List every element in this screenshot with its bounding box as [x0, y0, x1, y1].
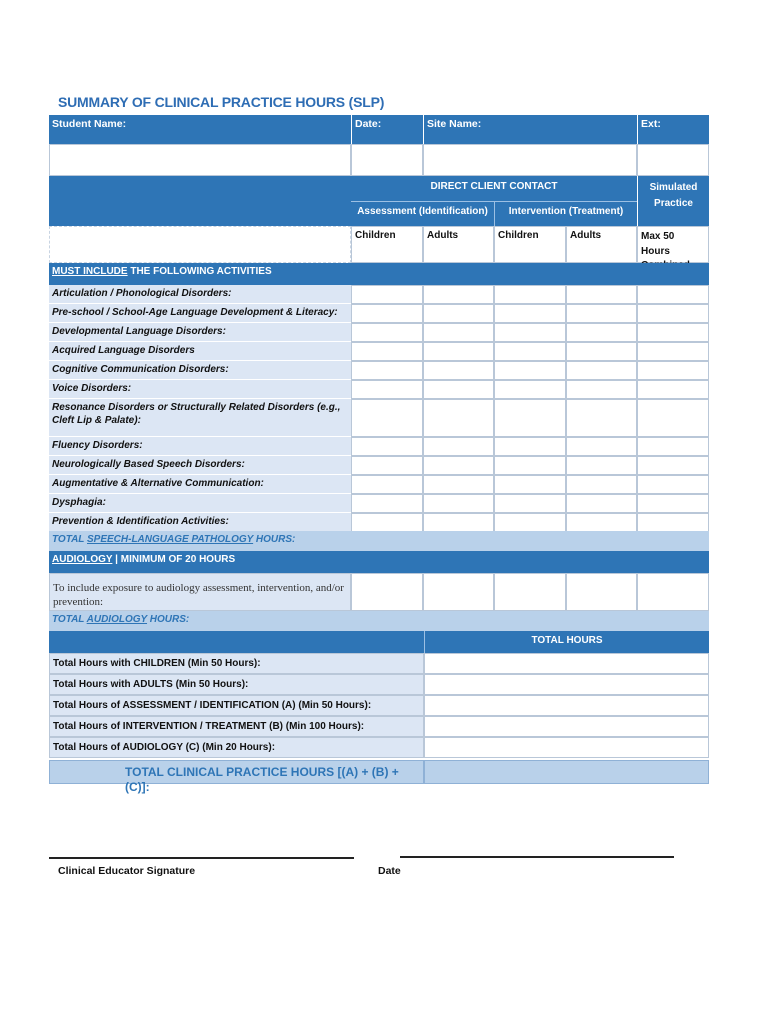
must-include-underlined: MUST INCLUDE	[52, 266, 128, 277]
activity-hours-cell[interactable]	[494, 342, 566, 361]
audiology-adults-assessment-cell[interactable]	[423, 573, 494, 611]
activity-hours-cell[interactable]	[423, 475, 494, 494]
activity-hours-cell[interactable]	[637, 494, 709, 513]
total-audiology-underlined: AUDIOLOGY	[86, 614, 148, 625]
activity-hours-cell[interactable]	[566, 513, 637, 532]
total-slp-underlined: SPEECH-LANGUAGE PATHOLOGY	[87, 534, 254, 545]
activity-hours-cell[interactable]	[423, 513, 494, 532]
intervention-header: Intervention (Treatment)	[494, 201, 637, 226]
summary-row-label: Total Hours of ASSESSMENT / IDENTIFICATION (A) (Min 50 Hours):	[49, 695, 424, 716]
activity-hours-cell[interactable]	[566, 475, 637, 494]
activity-hours-cell[interactable]	[566, 304, 637, 323]
activity-label: Articulation / Phonological Disorders:	[49, 285, 351, 304]
activity-hours-cell[interactable]	[423, 380, 494, 399]
activity-hours-cell[interactable]	[423, 456, 494, 475]
activity-hours-cell[interactable]	[637, 304, 709, 323]
activity-hours-cell[interactable]	[351, 475, 423, 494]
activity-label: Acquired Language Disorders	[49, 342, 351, 361]
activity-hours-cell[interactable]	[351, 304, 423, 323]
summary-row-label: Total Hours of AUDIOLOGY (C) (Min 20 Hours):	[49, 737, 424, 758]
activity-hours-cell[interactable]	[494, 437, 566, 456]
activity-hours-cell[interactable]	[351, 323, 423, 342]
activity-label: Neurologically Based Speech Disorders:	[49, 456, 351, 475]
student-name-field[interactable]	[49, 144, 351, 176]
total-slp-row	[49, 531, 709, 551]
column-header-blank	[49, 176, 351, 226]
activity-hours-cell[interactable]	[423, 361, 494, 380]
activity-hours-cell[interactable]	[637, 342, 709, 361]
must-include-rest: THE FOLLOWING ACTIVITIES	[127, 266, 272, 277]
date-field[interactable]	[351, 144, 423, 176]
summary-row-value[interactable]	[424, 695, 709, 716]
summary-row-label: Total Hours of INTERVENTION / TREATMENT (B) (Min 100 Hours):	[49, 716, 424, 737]
children-assessment-header: Children	[351, 226, 423, 263]
audiology-rest: | MINIMUM OF 20 HOURS	[112, 554, 236, 565]
page-title: SUMMARY OF CLINICAL PRACTICE HOURS (SLP)	[58, 94, 385, 110]
activity-hours-cell[interactable]	[637, 399, 709, 437]
activity-hours-cell[interactable]	[566, 285, 637, 304]
activity-hours-cell[interactable]	[566, 380, 637, 399]
educator-signature-line[interactable]	[49, 857, 354, 859]
student-name-label: Student Name:	[49, 115, 351, 144]
total-audiology-suffix: HOURS:	[147, 614, 190, 625]
audiology-banner	[49, 551, 709, 573]
activity-hours-cell[interactable]	[423, 399, 494, 437]
activity-hours-cell[interactable]	[637, 437, 709, 456]
activity-hours-cell[interactable]	[566, 456, 637, 475]
children-intervention-header: Children	[494, 226, 566, 263]
audiology-note: To include exposure to audiology assessment, intervention, and/or prevention:	[49, 573, 351, 611]
audiology-children-intervention-cell[interactable]	[494, 573, 566, 611]
activity-hours-cell[interactable]	[351, 399, 423, 437]
audiology-adults-intervention-cell[interactable]	[566, 573, 637, 611]
activity-hours-cell[interactable]	[351, 361, 423, 380]
activity-label: Prevention & Identification Activities:	[49, 513, 351, 532]
site-name-field[interactable]	[423, 144, 637, 176]
activity-hours-cell[interactable]	[637, 380, 709, 399]
activity-hours-cell[interactable]	[566, 494, 637, 513]
activity-hours-cell[interactable]	[637, 323, 709, 342]
activity-label: Dysphagia:	[49, 494, 351, 513]
activity-label: Voice Disorders:	[49, 380, 351, 399]
activity-hours-cell[interactable]	[494, 475, 566, 494]
summary-row-value[interactable]	[424, 674, 709, 695]
activity-hours-cell[interactable]	[637, 513, 709, 532]
activity-hours-cell[interactable]	[637, 285, 709, 304]
activity-hours-cell[interactable]	[494, 323, 566, 342]
activity-hours-cell[interactable]	[637, 456, 709, 475]
activity-hours-cell[interactable]	[351, 342, 423, 361]
activity-hours-cell[interactable]	[494, 456, 566, 475]
activity-label: Fluency Disorders:	[49, 437, 351, 456]
site-name-label: Site Name:	[423, 115, 637, 144]
activity-hours-cell[interactable]	[494, 399, 566, 437]
activity-hours-cell[interactable]	[423, 494, 494, 513]
summary-row-value[interactable]	[424, 653, 709, 674]
total-hours-header: TOTAL HOURS	[424, 631, 709, 653]
ext-field[interactable]	[637, 144, 709, 176]
subheader-blank	[49, 226, 351, 263]
summary-row-value[interactable]	[424, 737, 709, 758]
activity-hours-cell[interactable]	[566, 323, 637, 342]
activity-hours-cell[interactable]	[494, 285, 566, 304]
activity-hours-cell[interactable]	[351, 456, 423, 475]
activity-label: Developmental Language Disorders:	[49, 323, 351, 342]
adults-intervention-header: Adults	[566, 226, 637, 263]
summary-row-label: Total Hours with CHILDREN (Min 50 Hours):	[49, 653, 424, 674]
audiology-children-assessment-cell[interactable]	[351, 573, 423, 611]
total-hours-banner-blank	[49, 631, 424, 653]
total-slp-suffix: HOURS:	[253, 534, 296, 545]
activity-label: Cognitive Communication Disorders:	[49, 361, 351, 380]
activity-hours-cell[interactable]	[351, 494, 423, 513]
activity-label: Augmentative & Alternative Communication:	[49, 475, 351, 494]
ext-label: Ext:	[637, 115, 709, 144]
activity-hours-cell[interactable]	[637, 361, 709, 380]
adults-assessment-header: Adults	[423, 226, 494, 263]
activity-hours-cell[interactable]	[423, 304, 494, 323]
total-audiology-row	[49, 611, 709, 631]
total-slp-prefix: TOTAL	[52, 534, 87, 545]
assessment-header: Assessment (Identification)	[351, 201, 494, 226]
simulated-practice-header: Simulated Practice	[637, 176, 709, 226]
hours-form	[49, 115, 709, 794]
activity-hours-cell[interactable]	[494, 380, 566, 399]
activity-hours-cell[interactable]	[494, 304, 566, 323]
activity-hours-cell[interactable]	[351, 513, 423, 532]
activity-label: Resonance Disorders or Structurally Related Disorders (e.g., Cleft Lip & Palate):	[49, 399, 351, 437]
activity-hours-cell[interactable]	[637, 475, 709, 494]
activity-hours-cell[interactable]	[351, 380, 423, 399]
date-signature-label: Date	[378, 865, 401, 877]
date-label: Date:	[351, 115, 423, 144]
activity-hours-cell[interactable]	[566, 342, 637, 361]
summary-row-label: Total Hours with ADULTS (Min 50 Hours):	[49, 674, 424, 695]
activity-hours-cell[interactable]	[423, 285, 494, 304]
summary-row-value[interactable]	[424, 716, 709, 737]
activity-hours-cell[interactable]	[566, 361, 637, 380]
activity-hours-cell[interactable]	[423, 342, 494, 361]
audiology-simulated-cell[interactable]	[637, 573, 709, 611]
direct-client-contact-header: DIRECT CLIENT CONTACT	[351, 176, 637, 201]
activity-hours-cell[interactable]	[494, 513, 566, 532]
audiology-underlined: AUDIOLOGY	[52, 554, 113, 565]
activity-hours-cell[interactable]	[566, 399, 637, 437]
grand-total-value[interactable]	[424, 760, 709, 784]
activity-hours-cell[interactable]	[494, 361, 566, 380]
date-signature-line[interactable]	[400, 856, 674, 858]
max-hours-header: Max 50 Hours	[637, 226, 709, 263]
activity-hours-cell[interactable]	[423, 323, 494, 342]
educator-signature-label: Clinical Educator Signature	[58, 865, 196, 877]
activity-hours-cell[interactable]	[423, 437, 494, 456]
grand-total-label: TOTAL CLINICAL PRACTICE HOURS [(A) + (B) + (C)]:	[49, 760, 424, 784]
activity-hours-cell[interactable]	[566, 437, 637, 456]
activity-label: Pre-school / School-Age Language Development & Literacy:	[49, 304, 351, 323]
activity-hours-cell[interactable]	[351, 285, 423, 304]
activity-hours-cell[interactable]	[351, 437, 423, 456]
must-include-banner	[49, 263, 709, 285]
total-audiology-prefix: TOTAL	[52, 614, 87, 625]
activity-hours-cell[interactable]	[494, 494, 566, 513]
